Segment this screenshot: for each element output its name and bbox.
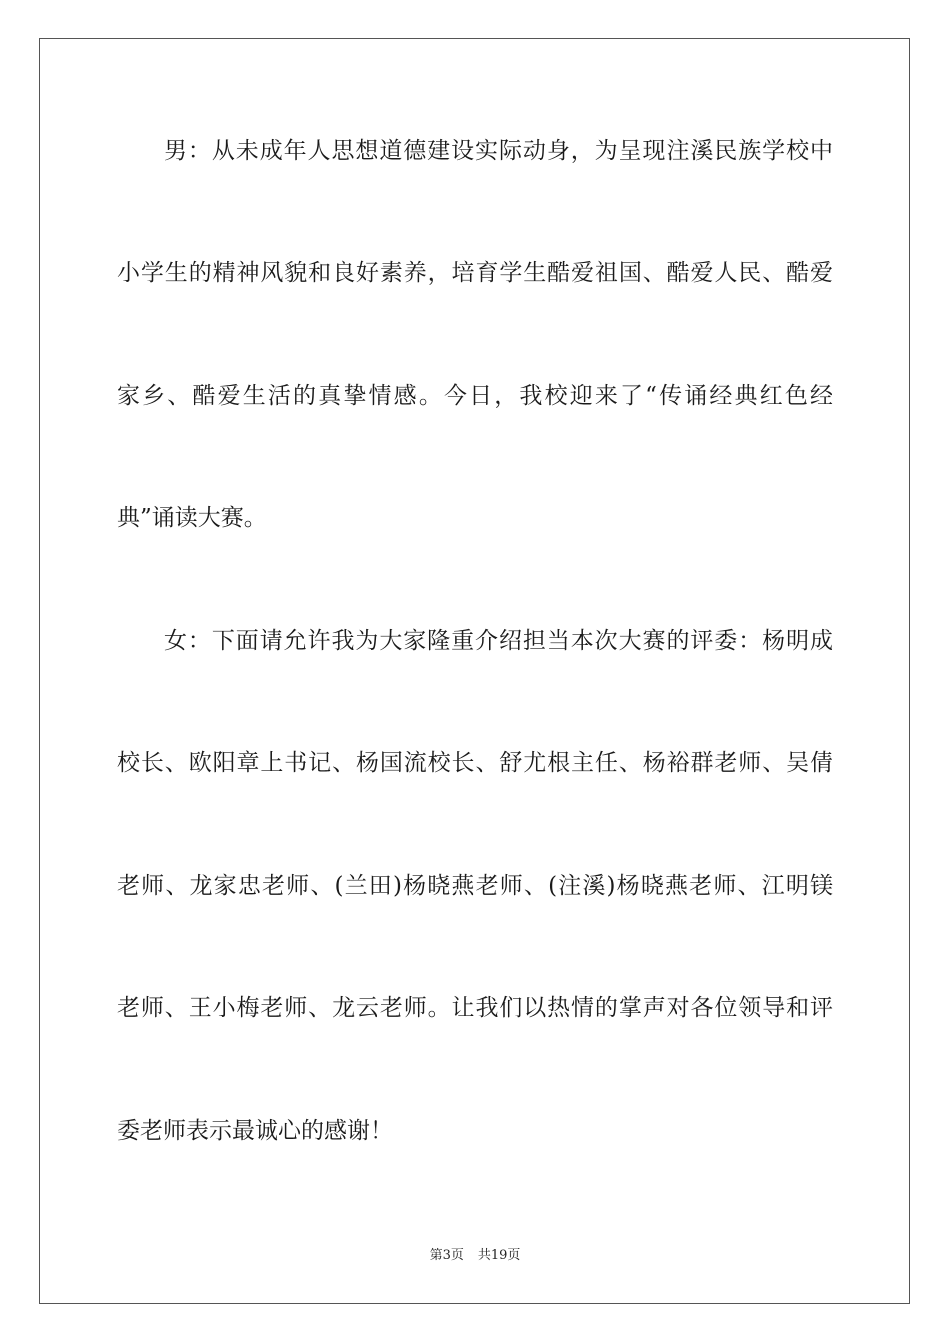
paragraph-2-line-5: 委老师表示最诚心的感谢！ bbox=[117, 1118, 393, 1144]
paragraph-1-line-3: 家乡、酷爱生活的真挚情感。今日，我校迎来了“传诵经典红色经 bbox=[117, 383, 833, 409]
page-number: 第3页 bbox=[429, 1248, 464, 1263]
paragraph-2-line-1: 女：下面请允许我为大家隆重介绍担当本次大赛的评委：杨明成 bbox=[164, 628, 833, 654]
paragraph-2-line-4: 老师、王小梅老师、龙云老师。让我们以热情的掌声对各位领导和评 bbox=[117, 995, 833, 1021]
page-total: 共19页 bbox=[477, 1248, 521, 1263]
paragraph-1-line-1: 男：从未成年人思想道德建设实际动身，为呈现注溪民族学校中 bbox=[164, 138, 833, 164]
paragraph-2-line-2: 校长、欧阳章上书记、杨国流校长、舒尤根主任、杨裕群老师、吴倩 bbox=[117, 750, 833, 776]
paragraph-1-line-4: 典”诵读大赛。 bbox=[117, 505, 267, 531]
page-border bbox=[39, 38, 910, 1304]
paragraph-2-line-3: 老师、龙家忠老师、(兰田)杨晓燕老师、(注溪)杨晓燕老师、江明镁 bbox=[117, 873, 833, 899]
page-footer bbox=[0, 1247, 950, 1265]
paragraph-1-line-2: 小学生的精神风貌和良好素养，培育学生酷爱祖国、酷爱人民、酷爱 bbox=[117, 260, 833, 286]
